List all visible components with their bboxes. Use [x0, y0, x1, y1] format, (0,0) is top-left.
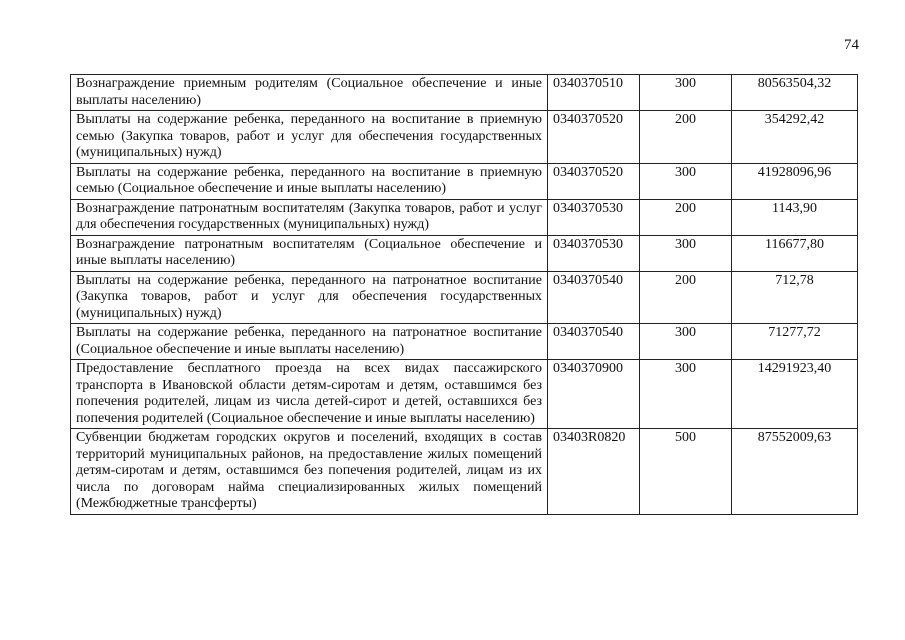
row-target-code: 0340370530 [548, 235, 640, 271]
row-description: Вознаграждение патронатным воспитателям (Социальное обеспечение и иные выплаты населению) [71, 235, 548, 271]
row-description: Выплаты на содержание ребенка, переданного на патронатное воспитание (Социальное обеспечение и иные выплаты населению) [71, 324, 548, 360]
row-description: Выплаты на содержание ребенка, переданного на патронатное воспитание (Закупка товаров, работ и услуг для обеспечения государственных (муниципальных) нужд) [71, 271, 548, 324]
row-amount: 87552009,63 [732, 429, 858, 515]
table-row [71, 324, 858, 360]
budget-table [70, 74, 858, 515]
table-row [71, 429, 858, 515]
row-expense-type: 300 [640, 235, 732, 271]
row-amount: 1143,90 [732, 199, 858, 235]
table-row [71, 360, 858, 429]
row-target-code: 0340370540 [548, 271, 640, 324]
row-target-code: 0340370540 [548, 324, 640, 360]
row-target-code: 0340370520 [548, 163, 640, 199]
table-row [71, 163, 858, 199]
table-row [71, 235, 858, 271]
row-target-code: 0340370900 [548, 360, 640, 429]
row-description: Вознаграждение патронатным воспитателям (Закупка товаров, работ и услуг для обеспечения государственных (муниципальных) нужд) [71, 199, 548, 235]
row-description: Субвенции бюджетам городских округов и поселений, входящих в состав территорий муниципальных районов, на предоставление жилых помещений детям-сиротам и детям, оставшимся без попечения родителей, лицам из их числа по договорам найма специализированных жилых помещений (Межбюджетные трансферты) [71, 429, 548, 515]
row-target-code: 03403R0820 [548, 429, 640, 515]
row-expense-type: 200 [640, 111, 732, 164]
row-description: Выплаты на содержание ребенка, переданного на воспитание в приемную семью (Закупка товаров, работ и услуг для обеспечения государственных (муниципальных) нужд) [71, 111, 548, 164]
row-expense-type: 200 [640, 199, 732, 235]
row-amount: 14291923,40 [732, 360, 858, 429]
row-expense-type: 300 [640, 163, 732, 199]
row-target-code: 0340370510 [548, 75, 640, 111]
row-amount: 80563504,32 [732, 75, 858, 111]
table-row [71, 111, 858, 164]
row-expense-type: 200 [640, 271, 732, 324]
table-row [71, 271, 858, 324]
row-expense-type: 300 [640, 360, 732, 429]
row-amount: 354292,42 [732, 111, 858, 164]
row-amount: 712,78 [732, 271, 858, 324]
row-amount: 71277,72 [732, 324, 858, 360]
page-number: 74 [844, 37, 859, 53]
row-amount: 116677,80 [732, 235, 858, 271]
table-row [71, 199, 858, 235]
row-description: Выплаты на содержание ребенка, переданного на воспитание в приемную семью (Социальное обеспечение и иные выплаты населению) [71, 163, 548, 199]
table-row [71, 75, 858, 111]
row-expense-type: 500 [640, 429, 732, 515]
row-expense-type: 300 [640, 75, 732, 111]
row-description: Вознаграждение приемным родителям (Социальное обеспечение и иные выплаты населению) [71, 75, 548, 111]
row-target-code: 0340370520 [548, 111, 640, 164]
row-expense-type: 300 [640, 324, 732, 360]
row-amount: 41928096,96 [732, 163, 858, 199]
row-description: Предоставление бесплатного проезда на всех видах пассажирского транспорта в Ивановской области детям-сиротам и детям, оставшимся без попечения родителей, лицам из числа детей-сирот и детей, оставшихся без попечения родителей (Социальное обеспечение и иные выплаты населению) [71, 360, 548, 429]
row-target-code: 0340370530 [548, 199, 640, 235]
